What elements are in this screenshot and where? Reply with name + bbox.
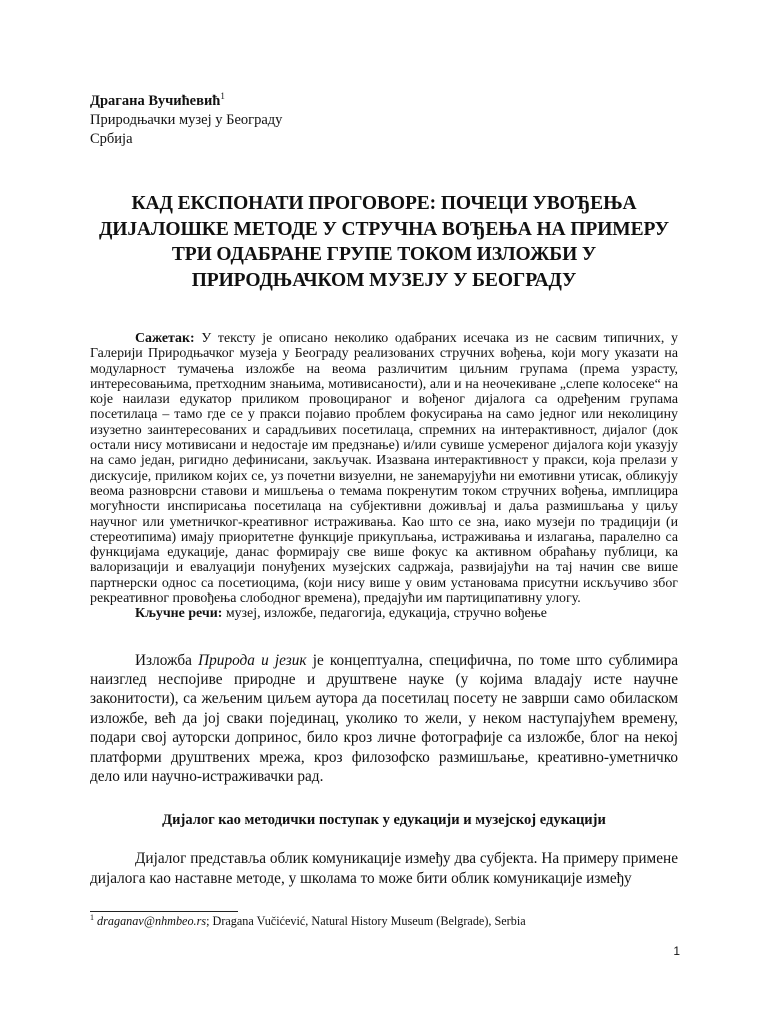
keywords xyxy=(90,606,678,621)
section-paragraph: Дијалог представља облик комуникације између два субјекта. На примеру примене дијалога као наставне методе, у школама то може бити облик комуникације између xyxy=(90,850,678,887)
abstract-paragraph xyxy=(90,331,678,606)
footnote-reference: 1 xyxy=(220,91,225,102)
footnote-email: draganav@nhmbeo.rs xyxy=(97,914,207,928)
author-institution: Природњачки музеј у Београду xyxy=(90,112,283,128)
author-block xyxy=(90,92,678,149)
intro-paragraph: Изложба Природа и језик је концептуална, специфична, по томе што сублимира наизглед неспојиве природне и друштвене науке (у којима владају исте научне законитости), са жељеним циљем аутора да посетилац посету не заврши само обиласком изложбе, већ да јој сваки појединац, уколико то жели, у неком наступајућем времену, подари свој ауторски допринос, било кроз личне фотографије са изложбе, блог на некој платформи друштвених мрежа, кроз филозофско размишљање, креативно-уметничко дело или научно-истраживачки рад. xyxy=(90,651,679,786)
keywords-label: Кључне речи: xyxy=(135,606,223,622)
abstract-text: У тексту је описано неколико одабраних исечака из не сасвим типичних, у Галерији Природњачког музеја у Београду реализованих стручних вођења, који могу указати на модуларност тумачења изложбе на веома различитим циљним групама (према узрасту, интересовањима, претходним знањима, мотивисаности), али и на неочекиване „слепе колосеке“ на које наилази едукатор приликом провоцираног и вођеног дијалога са одређеним групама посетилаца – тамо где се у пракси појавио проблем фокусирања на само једног или неколицину изузетно заинтересованих и сарадљивих посетилаца, спремних на интерактивност, дијалог (док остали нису мотивисани и недостаје им предзнање) и/или сувише усмереног дијалога који указују на само један, ригидно дефинисани, закључак. Изазвана интерактивност у пракси, која прелази у дискусије, приликом којих се, уз почетни визуелни, не занемарујући ни емотивни утисак, обликују веома разноврсни ставови и мишљења о темама покренутим током стручних вођења, имплицира могућности инспирисања посетилаца на субјективни доживљај и даља размишљања у циљу научног или уметничког-креативног истраживања. Као што се зна, иако музеји по традицији (и стереотипима) имају приоритетне функције прикупљања, истраживања и излагања, паралелно са функцијама едукације, данас формирају све више фокус ка активном обраћању публици, ка валоризацији и евалуацији понуђених музејских садржаја, развијајући на тај начин све више партнерски однос са посетиоцима, (који нису више у овим установама присутни искључиво због рекреативног провођења слободног времена), предајући им партиципативну улогу. xyxy=(90,331,678,607)
page-number: 1 xyxy=(673,944,680,958)
abstract-label: Сажетак: xyxy=(135,331,195,346)
section-heading: Дијалог као методички поступак у едукацији и музејској едукацији xyxy=(162,812,606,829)
author-line xyxy=(90,92,678,111)
footnote-text: ; Dragana Vučićević, Natural History Museum (Belgrade), Serbia xyxy=(206,914,526,928)
footnote xyxy=(90,914,678,929)
footnote-marker: 1 xyxy=(90,912,94,922)
footnote-divider xyxy=(90,911,238,912)
author-country: Србија xyxy=(90,131,133,147)
exhibition-title: Природа и језик xyxy=(198,651,307,669)
document-page xyxy=(90,92,678,888)
abstract xyxy=(90,331,678,606)
author-name: Драгана Вучићевић$^1$ xyxy=(90,91,225,109)
paper-title: КАД ЕКСПОНАТИ ПРОГОВОРЕ: ПОЧЕЦИ УВОЂЕЊА ДИЈАЛОШКЕ МЕТОДЕ У СТРУЧНА ВОЂЕЊА НА ПРИМЕРУ ТРИ ОДАБРАНЕ ГРУПЕ ТОКОМ ИЗЛОЖБИ У ПРИРОДЊАЧКОМ МУЗЕЈУ У БЕОГРАДУ xyxy=(98,193,670,291)
keywords-text: музеј, изложбе, педагогија, едукација, стручно вођење xyxy=(222,606,547,622)
